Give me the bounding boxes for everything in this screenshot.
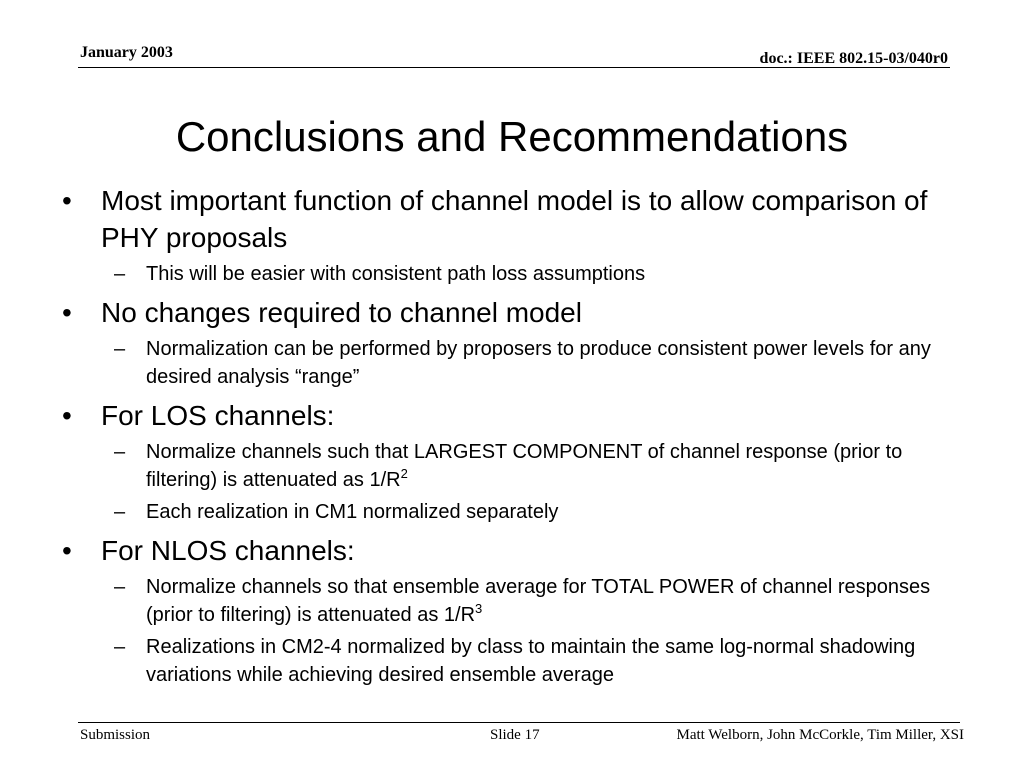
slide-body xyxy=(58,182,978,689)
bullet-2-text: No changes required to channel model xyxy=(101,297,582,328)
dash-marker: – xyxy=(114,338,126,360)
bullet-3 xyxy=(58,397,978,434)
bullet-4-sub-1-text: Normalize channels so that ensemble average for TOTAL POWER of channel responses (prior to filtering) is attenuated as 1/R xyxy=(146,576,931,626)
bullet-2 xyxy=(58,294,978,331)
footer-slide-number: Slide 17 xyxy=(490,727,540,743)
exponent: 3 xyxy=(475,601,483,616)
bullet-marker: • xyxy=(62,185,72,216)
bullet-4 xyxy=(58,532,978,569)
bullet-1 xyxy=(58,182,978,256)
dash-marker: – xyxy=(114,636,126,658)
bullet-2-sub-1 xyxy=(58,335,978,391)
header-divider xyxy=(78,67,950,68)
bullet-3-sub-2 xyxy=(58,498,978,526)
bullet-1-sub-1 xyxy=(58,260,978,288)
exponent: 2 xyxy=(400,466,408,481)
bullet-4-sub-2 xyxy=(58,633,978,689)
header-doc-id: doc.: IEEE 802.15-03/040r0 xyxy=(759,50,948,67)
dash-marker: – xyxy=(114,263,126,285)
bullet-marker: • xyxy=(62,297,72,328)
bullet-4-sub-2-text: Realizations in CM2-4 normalized by class to maintain the same log-normal shadowing variations while achieving desired ensemble average xyxy=(146,636,916,686)
dash-marker: – xyxy=(114,441,126,463)
header-date: January 2003 xyxy=(80,44,173,61)
bullet-marker: • xyxy=(62,535,72,566)
bullet-3-text: For LOS channels: xyxy=(101,400,335,431)
bullet-3-sub-2-text: Each realization in CM1 normalized separately xyxy=(146,501,559,523)
dash-marker: – xyxy=(114,576,126,598)
bullet-1-text: Most important function of channel model is to allow comparison of PHY proposals xyxy=(101,185,928,253)
bullet-4-sub-1 xyxy=(58,573,978,629)
bullet-4-text: For NLOS channels: xyxy=(101,535,355,566)
bullet-marker: • xyxy=(62,400,72,431)
footer-submission: Submission xyxy=(80,727,151,743)
dash-marker: – xyxy=(114,501,126,523)
footer-authors: Matt Welborn, John McCorkle, Tim Miller, XSI xyxy=(676,727,964,743)
bullet-1-sub-1-text: This will be easier with consistent path loss assumptions xyxy=(146,263,646,285)
bullet-3-sub-1-text: Normalize channels such that LARGEST COMPONENT of channel response (prior to filtering) is attenuated as 1/R xyxy=(146,441,903,491)
bullet-2-sub-1-text: Normalization can be performed by proposers to produce consistent power levels for any desired analysis “range” xyxy=(146,338,931,388)
footer-divider xyxy=(78,722,960,723)
bullet-3-sub-1 xyxy=(58,438,978,494)
slide-title: Conclusions and Recommendations xyxy=(175,113,849,160)
